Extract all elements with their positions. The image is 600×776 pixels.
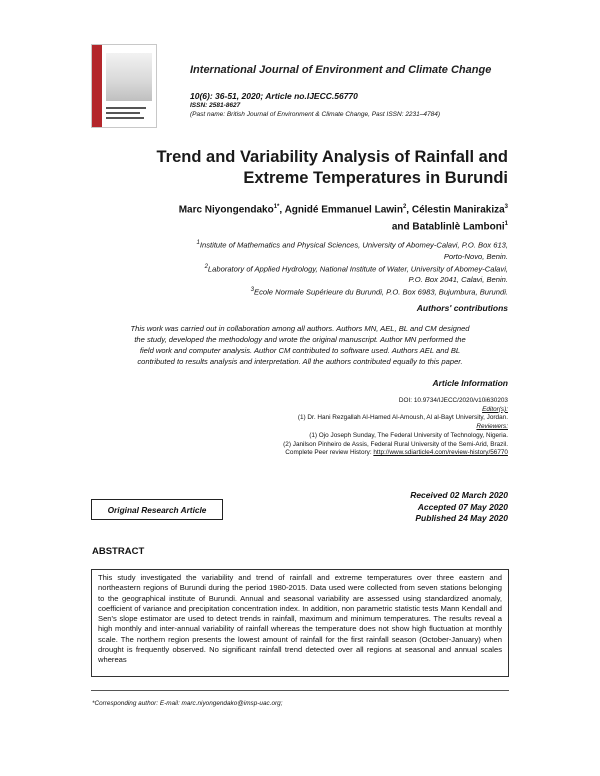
contributions-line: field work and computer analysis. Author CM contributed to software used. Authors AEL and BL [139,346,461,355]
contributions-heading: Authors' contributions [416,303,508,313]
author-separator: , [279,204,285,216]
paper-title [88,147,508,189]
affiliation-text: P.O. Box 2041, Calavi, Benin. [408,275,508,285]
reviewer-entry: (2) Janilson Pinheiro de Assis, Federal Rural University of the Semi-Arid, Brazil. [283,440,508,448]
abstract-text: This study investigated the variability and trend of rainfall and extreme temperatures over three eastern and northeastern regions of Burundi during the period 1980-2015. Data used were collected from seven stations belonging to the geographical institute of Burundi. Annual and seasonal variability are assessed using standardized anomaly, coefficient of variance and precipitation concentration index. In addition, non parametric statistic tests Mann Kendall and Sen's slope estimator are used to detect trends in rainfall, maximum and minimum temperatures. The results reveal a high monthly and inter-annual variability of rainfall whereas the temperature does not show high fluctuation at monthly scale. The northern region presents the lowest amount of rainfall for the first rainfall season (October-January) when drought is frequently observed. No significant rainfall trend detected over all regions at seasonal and annual scales whereas [98,573,502,665]
article-dates [410,490,508,525]
cover-picture [106,53,152,101]
affiliation-sup: 1 [196,240,200,246]
author-name: Agnidé Emmanuel Lawin [284,204,403,216]
cover-text-line [106,112,140,114]
reviewers-label: Reviewers: [476,423,508,431]
author-name: Célestin Manirakiza [411,204,505,216]
author-name: and Batablinlè Lamboni [391,221,505,233]
author-list [68,200,508,235]
journal-title: International Journal of Environment and Climate Change [190,64,492,76]
affiliation-sup: 2 [204,263,208,270]
abstract-heading: ABSTRACT [92,546,145,557]
received-date: Received 02 March 2020 [410,490,508,500]
corresponding-author-footnote: *Corresponding author: E-mail: marc.niyongendako@imsp-uac.org; [92,700,283,707]
article-info-heading: Article Information [432,378,508,388]
author-sup: 1 [504,221,508,228]
journal-issn: ISSN: 2581-8627 [190,102,241,109]
author-separator: , [406,204,412,216]
affiliation-text: Porto-Novo, Benin. [443,251,508,261]
published-date: Published 24 May 2020 [415,513,508,523]
journal-volume-article: 10(6): 36-51, 2020; Article no.IJECC.56770 [190,91,358,101]
article-type-box [91,499,223,520]
article-info [88,397,508,458]
affiliation-text: Laboratory of Applied Hydrology, National Institute of Water, University of Abomey-Calavi, [207,264,508,274]
affiliation-sup: 3 [250,287,255,294]
cover-text-line [106,117,144,119]
contributions-line: This work was carried out in collaboration among all authors. Authors MN, AEL, BL and CM designed [130,324,470,333]
paper-title-line: Extreme Temperatures in Burundi [243,169,508,187]
author-sup: 2 [402,204,407,210]
journal-past-name: (Past name: British Journal of Environment & Climate Change, Past ISSN: 2231–4784) [190,111,441,118]
contributions-line: the study, developed the methodology and wrote the original manuscript. Author MN performed the [134,335,466,344]
contributions-text [92,323,508,367]
review-history-link[interactable]: http://www.sdiarticle4.com/review-history/56770 [373,449,508,457]
author-sup: 1* [273,204,280,210]
author-name: Marc Niyongendako [178,204,274,216]
affiliation-text: Ecole Normale Supérieure du Burundi, P.O. Box 6983, Bujumbura, Burundi. [254,287,508,297]
contributions-line: contributed to results analysis and interpretation. All the authors contributed equally to this paper. [137,357,463,366]
abstract-box [91,569,509,677]
affiliation-text: Institute of Mathematics and Physical Sciences, University of Abomey-Calavi, P.O. Box 613, [199,240,508,250]
doi: DOI: 10.9734/IJECC/2020/v10i630203 [398,397,508,404]
paper-title-line: Trend and Variability Analysis of Rainfall and [156,148,508,166]
affiliations [108,238,508,298]
reviewer-entry: (1) Ojo Joseph Sunday, The Federal University of Technology, Nigeria. [309,431,508,439]
cover-band [92,45,102,127]
footnote-divider [91,690,509,691]
journal-cover-image [91,44,157,128]
editor-entry: (1) Dr. Hani Rezgallah Al-Hamed Al-Amoush, Al al-Bayt University, Jordan. [297,414,508,422]
editors-label: Editor(s): [482,405,508,413]
review-history-label: Complete Peer review History: [285,449,374,457]
cover-text-line [106,107,146,109]
accepted-date: Accepted 07 May 2020 [417,501,508,512]
article-type-label: Original Research Article [107,504,207,515]
author-sup: 3 [504,204,508,210]
